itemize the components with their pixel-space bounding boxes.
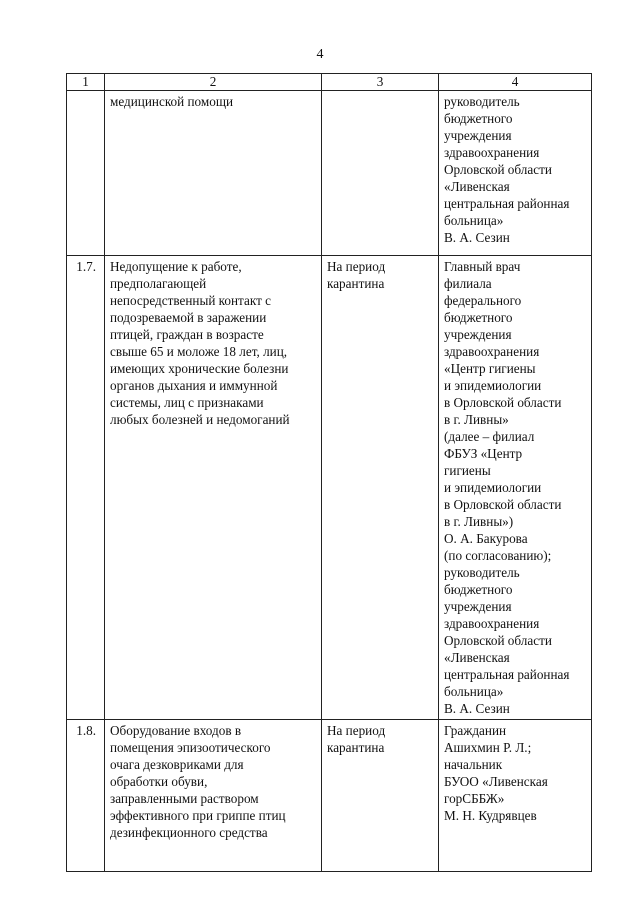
term-cell: [322, 720, 439, 872]
term-cell: [322, 256, 439, 720]
responsible-line: здравоохранения: [444, 616, 540, 631]
responsible-line: центральная районная: [444, 196, 570, 211]
responsible-line: горСББЖ»: [444, 791, 505, 806]
header-cell-4: 4: [439, 74, 592, 91]
row-number: 1.7.: [67, 256, 105, 720]
responsible-cell: [439, 91, 592, 256]
responsible-line: (по согласованию);: [444, 548, 552, 563]
measure-line: подозреваемой в заражении: [110, 310, 267, 325]
responsible-line: филиала: [444, 276, 492, 291]
responsible-line: в Орловской области: [444, 497, 562, 512]
measure-line: обработки обуви,: [110, 774, 208, 789]
responsible-line: Гражданин: [444, 723, 507, 738]
responsible-line: и эпидемиологии: [444, 480, 542, 495]
measure-line: Недопущение к работе,: [110, 259, 242, 274]
table-row: [67, 91, 592, 256]
header-cell-2: 2: [105, 74, 322, 91]
table-row: [67, 720, 592, 872]
responsible-cell: [439, 720, 592, 872]
measure-line: дезинфекционного средства: [110, 825, 268, 840]
responsible-line: БУОО «Ливенская: [444, 774, 548, 789]
responsible-line: ФБУЗ «Центр: [444, 446, 523, 461]
responsible-cell: [439, 256, 592, 720]
measure-line: любых болезней и недомоганий: [110, 412, 290, 427]
measures-table: [66, 73, 592, 872]
responsible-line: «Центр гигиены: [444, 361, 536, 376]
measure-line: помещения эпизоотического: [110, 740, 271, 755]
term-line: карантина: [327, 740, 385, 755]
measure-line: органов дыхания и иммунной: [110, 378, 278, 393]
term-line: На период: [327, 723, 386, 738]
measure-line: свыше 65 и моложе 18 лет, лиц,: [110, 344, 288, 359]
measure-cell: [105, 720, 322, 872]
term-line: На период: [327, 259, 386, 274]
responsible-line: М. Н. Кудрявцев: [444, 808, 537, 823]
row-number: [67, 91, 105, 256]
responsible-line: и эпидемиологии: [444, 378, 542, 393]
responsible-line: центральная районная: [444, 667, 570, 682]
term-line: карантина: [327, 276, 385, 291]
measure-cell: [105, 91, 322, 256]
measure-line: очага дезковриками для: [110, 757, 244, 772]
responsible-line: Ашихмин Р. Л.;: [444, 740, 532, 755]
header-cell-3: 3: [322, 74, 439, 91]
responsible-line: бюджетного: [444, 111, 513, 126]
responsible-line: в г. Ливны»): [444, 514, 514, 529]
measure-line: заправленными раствором: [110, 791, 259, 806]
row-number: 1.8.: [67, 720, 105, 872]
measure-cell: [105, 256, 322, 720]
responsible-line: Орловской области: [444, 162, 552, 177]
responsible-line: руководитель: [444, 565, 520, 580]
measure-line: птицей, граждан в возрасте: [110, 327, 264, 342]
responsible-line: здравоохранения: [444, 344, 540, 359]
measure-line: предполагающей: [110, 276, 207, 291]
header-cell-1: 1: [67, 74, 105, 91]
responsible-line: «Ливенская: [444, 179, 510, 194]
responsible-line: Орловской области: [444, 633, 552, 648]
measure-line: системы, лиц с признаками: [110, 395, 264, 410]
responsible-line: здравоохранения: [444, 145, 540, 160]
responsible-line: «Ливенская: [444, 650, 510, 665]
responsible-line: гигиены: [444, 463, 491, 478]
page-number: 4: [316, 47, 324, 62]
responsible-line: в г. Ливны»: [444, 412, 509, 427]
responsible-line: в Орловской области: [444, 395, 562, 410]
table-header-row: [67, 74, 592, 91]
responsible-line: учреждения: [444, 327, 512, 342]
measure-line: медицинской помощи: [110, 94, 234, 109]
responsible-line: бюджетного: [444, 310, 513, 325]
responsible-line: (далее – филиал: [444, 429, 535, 444]
responsible-line: В. А. Сезин: [444, 701, 510, 716]
responsible-line: бюджетного: [444, 582, 513, 597]
measure-line: эффективного при гриппе птиц: [110, 808, 286, 823]
responsible-line: больница»: [444, 213, 504, 228]
responsible-line: федерального: [444, 293, 522, 308]
responsible-line: начальник: [444, 757, 503, 772]
term-cell: [322, 91, 439, 256]
responsible-line: больница»: [444, 684, 504, 699]
responsible-line: Главный врач: [444, 259, 521, 274]
responsible-line: учреждения: [444, 599, 512, 614]
measure-line: Оборудование входов в: [110, 723, 242, 738]
responsible-line: О. А. Бакурова: [444, 531, 528, 546]
responsible-line: руководитель: [444, 94, 520, 109]
measure-line: непосредственный контакт с: [110, 293, 271, 308]
measure-line: имеющих хронические болезни: [110, 361, 289, 376]
table-row: [67, 256, 592, 720]
responsible-line: В. А. Сезин: [444, 230, 510, 245]
responsible-line: учреждения: [444, 128, 512, 143]
